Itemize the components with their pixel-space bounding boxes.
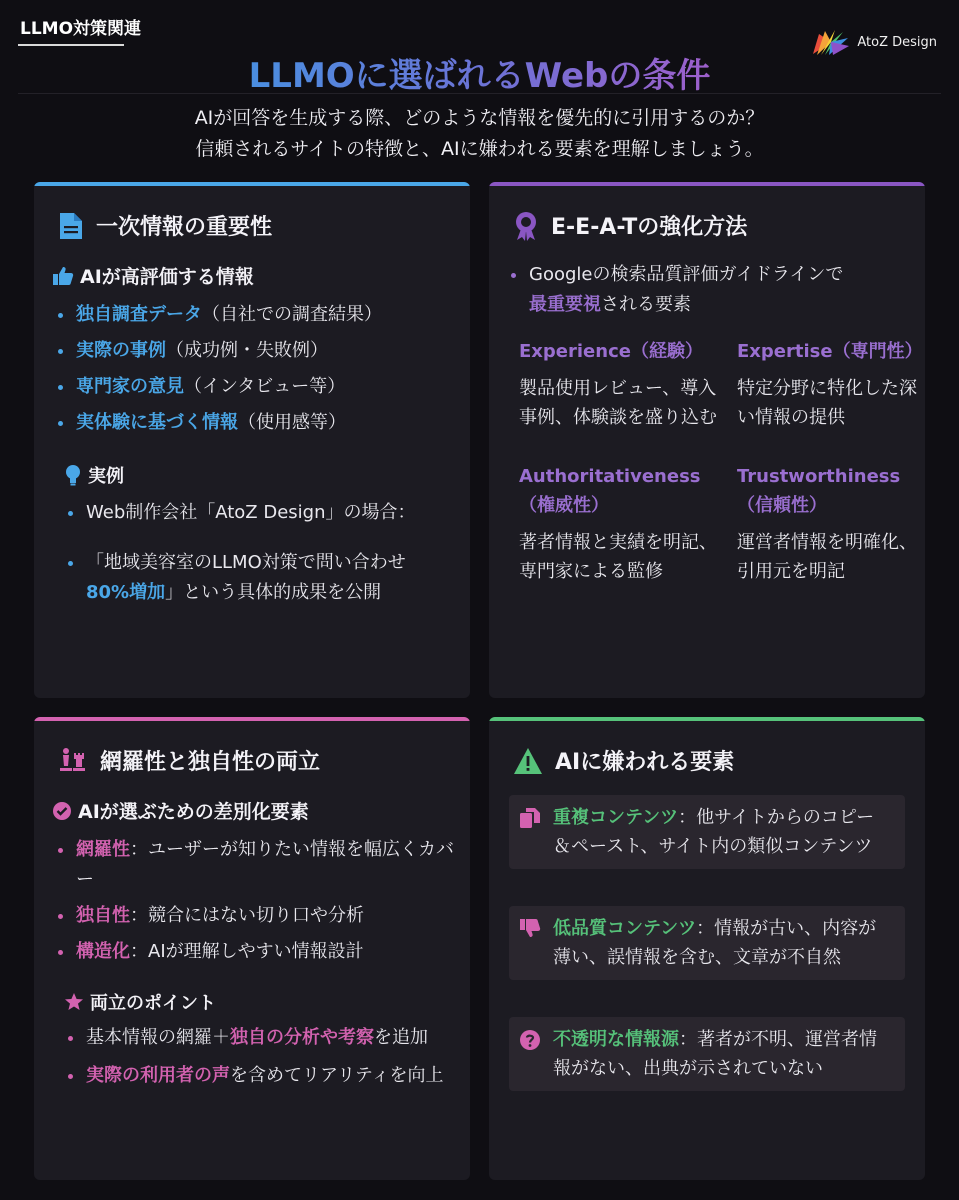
item-text: ：ユーザーが知りたい情報を幅広くカバー [76,839,454,890]
item-highlight: 80%増加 [86,582,166,603]
item-highlight: 構造化 [76,941,130,962]
card-accent-bar [34,717,470,721]
item-text: を追加 [374,1027,428,1048]
category-label: LLMO対策関連 [20,19,142,39]
subtitle-line: 信頼されるサイトの特徴と、AIに嫌われる要素を理解しましょう。 [195,138,764,160]
eeat-name: Experience（経験） [519,341,703,362]
card-title: AIに嫌われる要素 [555,750,735,775]
warning-item [509,795,905,869]
point-list [64,1023,456,1091]
award-icon [513,211,539,241]
list-item [54,937,454,967]
star-icon [64,992,84,1012]
question-circle-icon [519,1029,541,1051]
card-accent-bar [34,182,470,186]
chess-icon [58,746,88,776]
item-text: 「地域美容室のLLMO対策で問い合わせ [86,552,406,573]
warning-text: ：情報が古い、内容が薄い、誤情報を含む、文章が不自然 [553,918,877,968]
card-subheading [52,262,254,289]
thumbs-up-icon [52,266,74,286]
item-text: 基本情報の網羅＋ [86,1027,230,1048]
list-item [64,548,446,608]
thumbs-down-icon [519,918,541,938]
subheading-text: AIが高評価する情報 [80,266,254,288]
warning-icon [513,747,543,775]
eeat-intro [507,260,907,320]
lightbulb-icon [64,464,82,486]
warning-highlight: 低品質コンテンツ [553,918,697,939]
brand-name: AtoZ Design [857,34,937,50]
item-text: Googleの検索品質評価ガイドラインで [529,264,844,285]
item-text: （インタビュー等） [184,376,346,397]
high-value-info-list [54,300,454,438]
item-highlight: 実際の事例 [76,340,166,361]
card-title: E-E-A-Tの強化方法 [551,215,748,240]
card-ai-dislikes [489,717,925,1180]
item-text: を含めてリアリティを向上 [230,1065,444,1086]
list-item [54,336,454,366]
item-text: ：競合にはない切り口や分析 [130,905,364,926]
category-underline [18,44,124,46]
example-title: 実例 [88,466,124,487]
card-eeat [489,182,925,698]
list-item [54,408,454,438]
eeat-desc: 著者情報と実績を明記、専門家による監修 [519,532,717,582]
warning-text: ：他サイトからのコピー＆ペースト、サイト内の類似コンテンツ [553,807,875,857]
card-subheading [52,797,309,824]
item-highlight: 実際の利用者の声 [86,1065,230,1086]
card-title: 一次情報の重要性 [96,215,273,240]
point-heading [64,989,216,1015]
example-list [64,498,446,608]
page-title [0,48,959,97]
check-circle-icon [52,801,72,821]
list-item [54,835,454,895]
eeat-name: Expertise（専門性） [737,341,923,362]
card-header [513,745,734,776]
warning-highlight: 重複コンテンツ [553,807,679,828]
item-text: （成功例・失敗例） [166,340,328,361]
subtitle-line: AIが回答を生成する際、どのような情報を優先的に引用するのか？ [194,107,765,129]
page-subtitle [0,103,959,165]
card-header [58,745,320,776]
eeat-item [737,337,923,432]
warning-item [509,1017,905,1091]
eeat-item [519,337,719,432]
item-text: （自社での調査結果） [202,304,382,325]
eeat-desc: 特定分野に特化した深い情報の提供 [737,378,917,428]
copy-icon [519,807,541,829]
eeat-name: Authoritativeness（権威性） [519,466,701,516]
eeat-item [519,462,719,586]
item-highlight: 網羅性 [76,839,130,860]
item-highlight: 独自性 [76,905,130,926]
item-text: 」という具体的成果を公開 [165,582,382,603]
list-item: Web制作会社「AtoZ Design」の場合： [64,498,446,528]
card-accent-bar [489,717,925,721]
document-icon [58,211,84,241]
warning-highlight: 不透明な情報源 [553,1029,679,1050]
warning-item [509,906,905,980]
list-item [54,300,454,330]
eeat-grid [519,337,923,586]
card-primary-info [34,182,470,698]
point-title: 両立のポイント [90,993,216,1014]
list-item [507,260,907,320]
list-item [54,901,454,931]
card-header [58,210,272,241]
eeat-desc: 製品使用レビュー、導入事例、体験談を盛り込む [519,378,717,428]
card-coverage-uniqueness [34,717,470,1180]
list-item [54,372,454,402]
eeat-name: Trustworthiness（信頼性） [737,466,901,516]
eeat-item [737,462,917,586]
item-highlight: 実体験に基づく情報 [76,412,238,433]
subheading-text: AIが選ぶための差別化要素 [78,801,309,823]
card-header [513,210,747,241]
eeat-desc: 運営者情報を明確化、引用元を明記 [737,532,917,582]
item-text: される要素 [601,294,691,315]
list-item [64,1023,456,1053]
example-heading [64,462,124,488]
item-text: ：AIが理解しやすい情報設計 [130,941,364,962]
item-highlight: 独自の分析や考察 [230,1027,374,1048]
list-item [64,1061,456,1091]
item-highlight: 最重要視 [529,294,601,315]
card-accent-bar [489,182,925,186]
item-highlight: 専門家の意見 [76,376,184,397]
item-text: （使用感等） [238,412,346,433]
page-title-text: LLMOに選ばれるWebの条件 [248,56,711,96]
card-title: 網羅性と独自性の両立 [100,750,321,775]
warning-text: ：著者が不明、運営者情報がない、出典が示されていない [553,1029,877,1079]
differentiation-list [54,835,454,967]
item-highlight: 独自調査データ [76,304,202,325]
